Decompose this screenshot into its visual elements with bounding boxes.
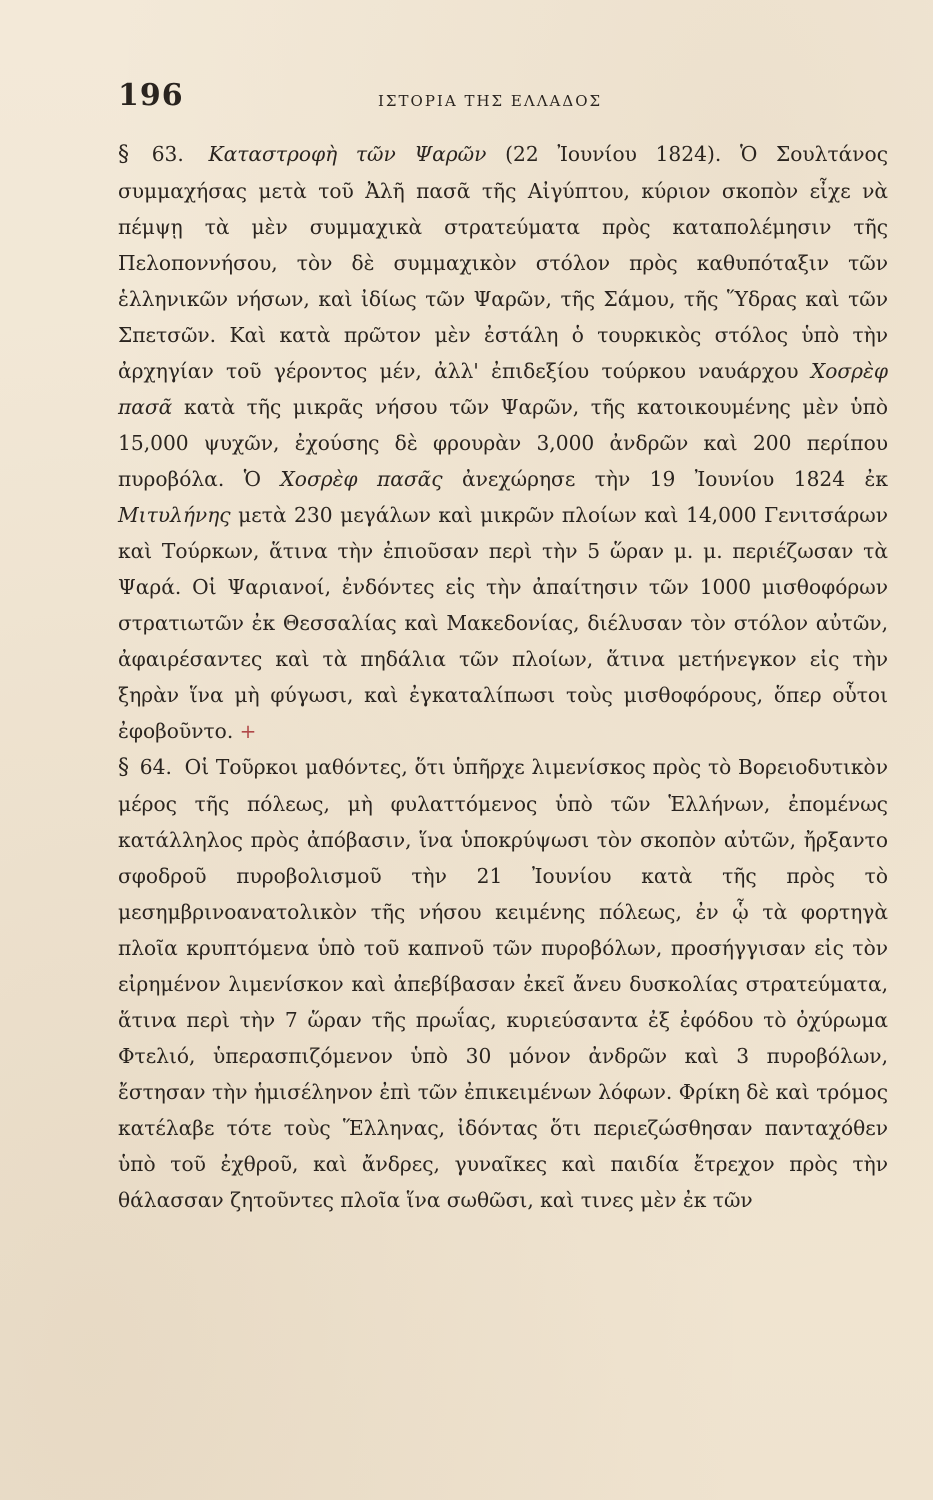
admiral-name: Χοσρὲφ πασᾶς <box>280 467 443 491</box>
section-text: μετὰ 230 μεγάλων καὶ μικρῶν πλοίων καὶ 14,000 Γενιτσάρων καὶ Τούρκων, ἅτινα τὴν ἐπιοῦσαν περὶ τὴν 5 ὥραν μ. μ. περιέζωσαν τὰ Ψαρά. Οἱ Ψαριανοί, ἐνδόντες εἰς τὴν ἀπαίτησιν τῶν 1000 μισθοφόρων στρατιωτῶν ἐκ Θεσσαλίας καὶ Μακεδονίας, διέλυσαν τὸν στόλον αὐτῶν, ἀφαιρέσαντες καὶ τὰ πηδάλια τῶν πλοίων, ἅτινα μετήνεγκον εἰς τὴν ξηρὰν ἵνα μὴ φύγωσι, καὶ ἐγκαταλίπωσι τοὺς μισθοφόρους, ὅπερ οὗτοι ἐφοβοῦντο. <box>118 503 888 743</box>
section-text: ἀνεχώρησε τὴν 19 Ἰουνίου 1824 ἐκ <box>462 467 888 491</box>
section-text: κατὰ τῆς μικρᾶς νήσου τῶν Ψαρῶν, τῆς κατοικουμένης μὲν ὑπὸ 15,000 ψυχῶν, ἐχούσης δὲ φρουρὰν 3,000 ἀνδρῶν καὶ 200 περίπου πυροβόλα. Ὁ <box>118 395 888 491</box>
section-number: 63. <box>151 142 184 166</box>
body-text <box>118 136 888 1218</box>
page-number: 196 <box>118 78 184 113</box>
page-header <box>118 78 888 118</box>
section-text: Ὁ Σουλτάνος συμμαχήσας μετὰ τοῦ Ἀλῆ πασᾶ τῆς Αἰγύπτου, κύριον σκοπὸν εἶχε νὰ πέμψῃ τὰ μὲν συμμαχικὰ στρατεύματα πρὸς καταπολέμησιν τῆς Πελοποννήσου, τὸν δὲ συμμαχικὸν στόλον πρὸς καθυπόταξιν τῶν ἑλληνικῶν νήσων, καὶ ἰδίως τῶν Ψαρῶν, τῆς Σάμου, τῆς Ὕδρας καὶ τῶν Σπετσῶν. Καὶ κατὰ πρῶτον μὲν ἐστάλη ὁ τουρκικὸς στόλος ὑπὸ τὴν ἀρχηγίαν τοῦ γέροντος μέν, ἀλλ' ἐπιδεξίου τούρκου ναυάρχου <box>118 142 888 383</box>
section-mark: § <box>118 142 129 167</box>
section-title: Καταστροφὴ τῶν Ψαρῶν <box>208 142 487 166</box>
admiral-name: Χοσρὲφ πασᾶ <box>118 359 888 419</box>
section-mark: § <box>118 755 129 780</box>
ink-annotation: + <box>239 719 257 743</box>
section-text: Οἱ Τοῦρκοι μαθόντες, ὅτι ὑπῆρχε λιμενίσκος πρὸς τὸ Βορειοδυτικὸν μέρος τῆς πόλεως, μὴ φυλαττόμενος ὑπὸ τῶν Ἑλλήνων, ἐπομένως κατάλληλος πρὸς ἀπόβασιν, ἵνα ὑποκρύψωσι τὸν σκοπὸν αὐτῶν, ἤρξαντο σφοδροῦ πυροβολισμοῦ τὴν 21 Ἰουνίου κατὰ τῆς πρὸς τὸ μεσημβρινοανατολικὸν τῆς νήσου κειμένης πόλεως, ἐν ᾧ τὰ φορτηγὰ πλοῖα κρυπτόμενα ὑπὸ τοῦ καπνοῦ τῶν πυροβόλων, προσήγγισαν εἰς τὸν εἰρημένον λιμενίσκον καὶ ἀπεβίβασαν ἐκεῖ ἄνευ δυσκολίας στρατεύματα, ἅτινα περὶ τὴν 7 ὥραν τῆς πρωΐας, κυριεύσαντα ἐξ ἐφόδου τὸ ὀχύρωμα Φτελιό, ὑπερασπιζόμενον ὑπὸ 30 μόνον ἀνδρῶν καὶ 3 πυροβόλων, ἔστησαν τὴν ἡμισέληνον ἐπὶ τῶν ἐπικειμένων λόφων. Φρίκη δὲ καὶ τρόμος κατέλαβε τότε τοὺς Ἕλληνας, ἰδόντας ὅτι περιεζώσθησαν πανταχόθεν ὑπὸ τοῦ ἐχθροῦ, καὶ ἄνδρες, γυναῖκες καὶ παιδία ἔτρεχον πρὸς τὴν θάλασσαν ζητοῦντες πλοῖα ἵνα σωθῶσι, καὶ τινες μὲν ἐκ τῶν <box>118 755 888 1212</box>
paragraph-section-64 <box>118 749 888 1218</box>
place-name: Μιτυλήνης <box>118 503 231 527</box>
section-number: 64. <box>139 755 172 779</box>
paragraph-section-63 <box>118 136 888 749</box>
section-date: (22 Ἰουνίου 1824). <box>505 142 722 166</box>
running-title: ΙΣΤΟΡΙΑ ΤΗΣ ΕΛΛΑΔΟΣ <box>378 92 603 110</box>
